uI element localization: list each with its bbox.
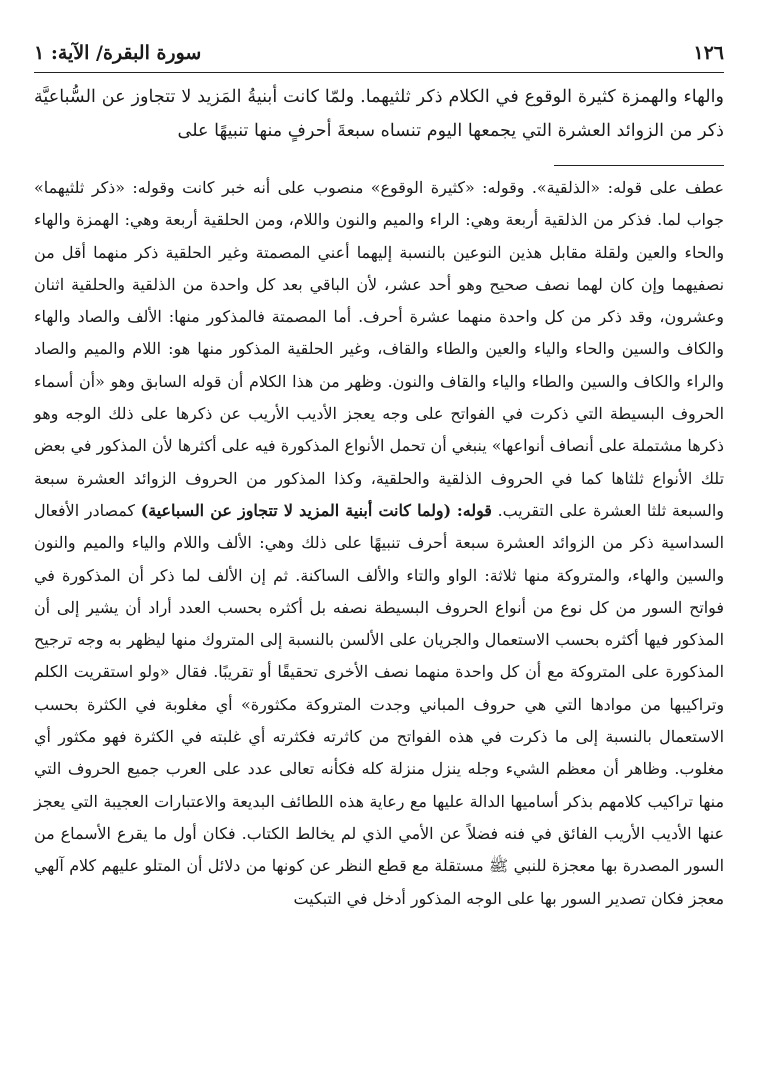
main-paragraph: والهاء والهمزة كثيرة الوقوع في الكلام ذكر ثلثيهما. ولمّا كانت أبنيةُ المَزيد لا تتجاوز عن السُّباعيَّة ذكر من الزوائد العشرة التي يجمعها اليوم تنساه سبعةَ أحرفٍ منها تنبيهًا على (34, 87, 724, 141)
commentary-part-1: عطف على قوله: «الذلقية». وقوله: «كثيرة الوقوع» منصوب على أنه خبر كانت وقوله: «ذكر ثلثيهما» جواب لما. فذكر من الذلقية أربعة وهي: الراء والميم والنون واللام، ومن الحلقية أربعة وهي: الهمزة والهاء والحاء والعين ولقلة مقابل هذين النوعين بالنسبة إليهما أعني المصمتة وغير الحلقية ذكر منهما أقل من نصفيهما وإن كان لهما نصف صحيح وهو أحد عشر، لأن الباقي بعد كل واحدة من الذلقية والحلقية اثنان وعشرون، وقد ذكر من كل واحدة منهما عشرة أحرف. أما المصمتة فالمذكور منها: الألف والصاد والهاء والكاف والسين والحاء والياء والعين والطاء والقاف، وغير الحلقية المذكور منها هو: اللام والميم والصاد والراء والكاف والسين والطاء والياء والقاف والنون. وظهر من هذا الكلام أن قوله السابق وهو «أن أسماء الحروف البسيطة التي ذكرت في الفواتح على وجه يعجز الأديب الأريب عن ذكرها على ذلك الوجه وهو ذكرها مشتملة على أنصاف أنواعها» ينبغي أن تحمل الأنواع المذكورة فيه على أكثرها لأن المذكور في بعض تلك الأنواع ثلثاها كما في الحروف الذلقية والحلقية، وكذا المذكور من الحروف الزوائد العشرة سبعة والسبعة ثلثا العشرة على التقريب. (34, 178, 724, 520)
commentary-quote: (ولما كانت أبنية المزيد لا تتجاوز عن السباعية) (140, 500, 452, 520)
header-divider (34, 72, 724, 73)
surah-reference: سورة البقرة/ الآية: ١ (34, 42, 202, 64)
main-text-block (34, 80, 724, 148)
footnote-divider (554, 165, 724, 166)
page-number: ١٢٦ (693, 42, 724, 64)
commentary-paragraph (34, 172, 724, 915)
page-header (34, 38, 724, 68)
commentary-block (34, 172, 724, 915)
commentary-part-2: كمصادر الأفعال السداسية ذكر من الزوائد العشرة سبعة أحرف تنبيهًا على ذلك وهي: الألف واللام والياء والميم والنون والسين والهاء، والمتروكة منها ثلاثة: الواو والتاء والألف الساكنة. ثم إن الألف لما ذكر أن المذكورة في فواتح السور من كل نوع من أنواع الحروف البسيطة نصفه بل أكثره بحسب العدد أراد أن يشير إلى أن المذكور فيها أكثره بحسب الاستعمال والجريان على الألسن بالنسبة إلى المتروك منها ليظهر به وجه ترجيح المذكورة على المتروكة مع أن كل واحدة منهما نصف الأخرى تحقيقًا أو تقريبًا. فقال «ولو استقريت الكلم وتراكيبها من موادها التي هي حروف المباني وجدت المتروكة مكثورة» أي مغلوبة في الكثرة بحسب الاستعمال بالنسبة إلى ما ذكرت في هذه الفواتح من كاثرته فكثرته أي غلبته في الكثرة فهو مكثور أي مغلوب. وظاهر أن معظم الشيء وجله ينزل منزلة كله فكأنه تعالى عدد على العرب جميع الحروف التي منها تراكيب كلامهم بذكر أساميها الدالة عليها مع رعاية هذه اللطائف البديعة والاعتبارات العجيبة التي يعجز عنها الأديب الأريب الفائق في فنه فضلاً عن الأمي الذي لم يخالط الكتاب. فكان أول ما يقرع الأسماع من السور المصدرة بها معجزة للنبي ﷺ مستقلة مع قطع النظر عن كونها من دلائل أن المتلو عليهم كلام آلهي معجز فكان تصدير السور بها على الوجه المذكور أدخل في التبكيت (34, 500, 724, 908)
commentary-label: قوله: (456, 500, 492, 520)
